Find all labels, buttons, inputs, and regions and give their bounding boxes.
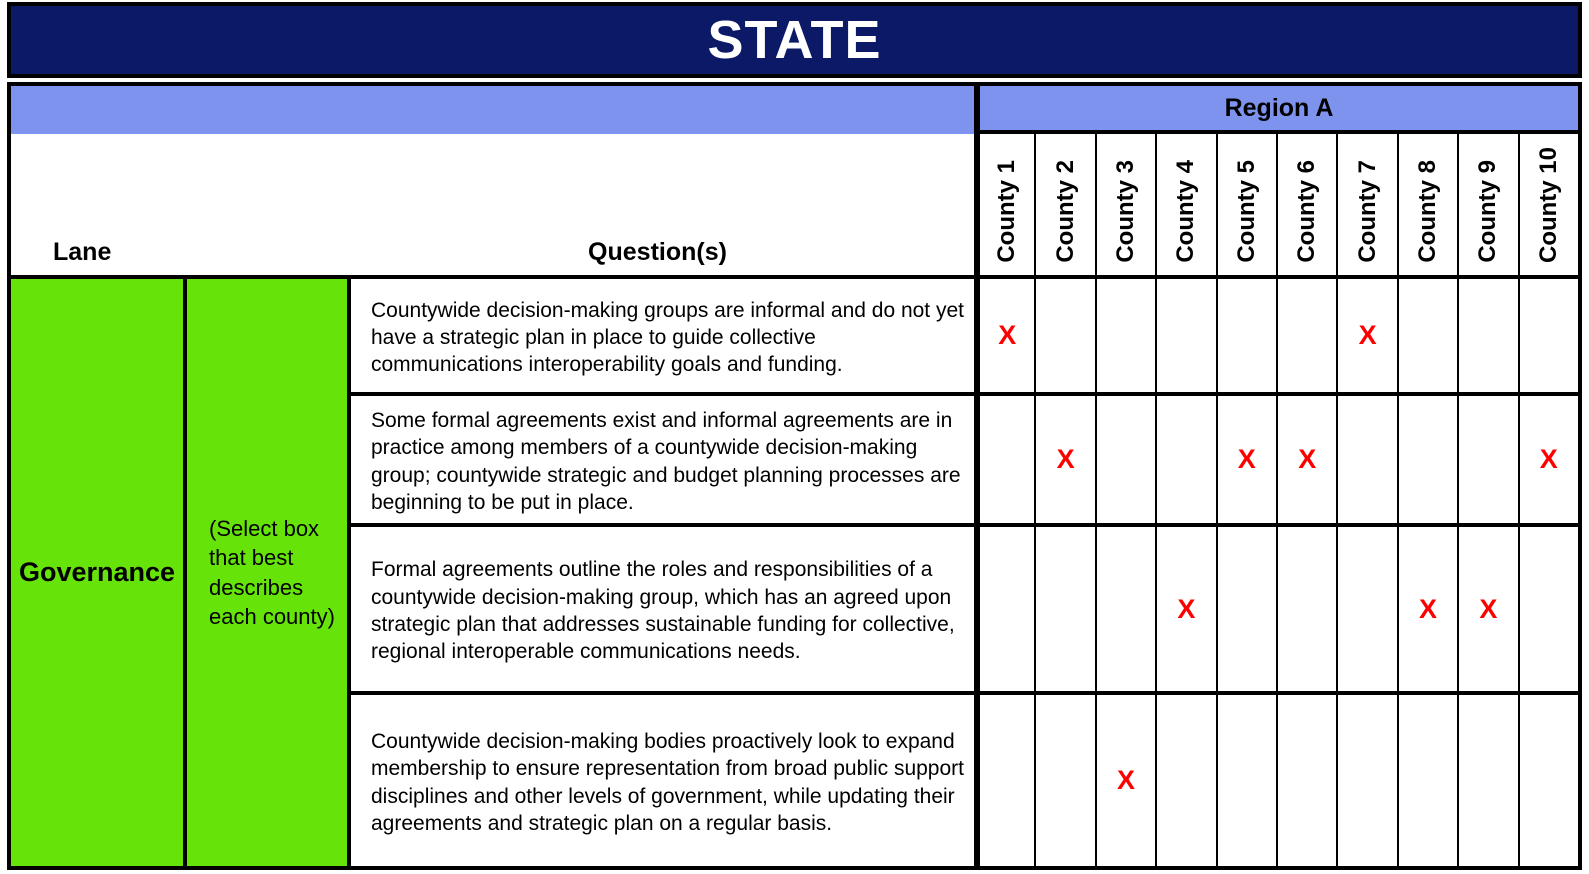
question-cell: [349, 394, 974, 523]
mark-cell[interactable]: [1399, 693, 1457, 866]
county-header: [1459, 134, 1517, 277]
county-header: [1218, 134, 1276, 277]
mark-cell[interactable]: [1036, 525, 1094, 691]
mark-cell[interactable]: [1278, 525, 1336, 691]
county-header: [1399, 134, 1457, 277]
mark-cell[interactable]: [1218, 279, 1276, 392]
mark-cell[interactable]: [1157, 394, 1215, 523]
mark-cell[interactable]: [1278, 693, 1336, 866]
mark-cell[interactable]: X: [1036, 394, 1094, 523]
county-header: [1520, 134, 1578, 277]
mark-cell[interactable]: [1278, 279, 1336, 392]
question-text: Countywide decision-making bodies proactively look to expand membership to ensure representation from broad public support disciplines and other levels of government, while updating their agreements and strategic plan on a regular basis.: [371, 729, 964, 835]
question-text: Some formal agreements exist and informal agreements are in practice among members of a countywide decision-making group; countywide strategic and budget planning processes are beginning to be put in place.: [371, 408, 961, 514]
mark-cell[interactable]: [1036, 279, 1094, 392]
county-header: [1097, 134, 1155, 277]
county-header-label: County 4: [1172, 160, 1200, 263]
mark-cell[interactable]: [1520, 279, 1578, 392]
lane-governance-cell: Governance: [11, 279, 183, 866]
page-title: STATE: [707, 10, 882, 70]
county-header: [1036, 134, 1094, 277]
mark-cell[interactable]: [1399, 279, 1457, 392]
county-header-label: County 10: [1534, 146, 1562, 263]
region-header: Region A: [976, 86, 1578, 132]
mark-cell[interactable]: [976, 394, 1034, 523]
title-bar: [7, 2, 1582, 78]
mark-cell[interactable]: [1157, 693, 1215, 866]
county-header-label: County 3: [1111, 160, 1139, 263]
mark-cell[interactable]: X: [976, 279, 1034, 392]
county-header-label: County 9: [1474, 160, 1502, 263]
mark-cell[interactable]: [976, 693, 1034, 866]
question-cell: [349, 525, 974, 691]
question-text: Formal agreements outline the roles and responsibilities of a countywide decision-making group, which has an agreed upon strategic plan that addresses sustainable funding for collective, regional interoperable communications needs.: [371, 558, 955, 664]
county-header-label: County 2: [1051, 160, 1079, 263]
mark-cell[interactable]: [976, 525, 1034, 691]
mark-cell[interactable]: [1338, 693, 1396, 866]
mark-cell[interactable]: X: [1157, 525, 1215, 691]
mark-cell[interactable]: [1218, 525, 1276, 691]
mark-cell[interactable]: X: [1097, 693, 1155, 866]
assessment-table: [7, 82, 1582, 870]
county-header: [1278, 134, 1336, 277]
county-header-label: County 6: [1293, 160, 1321, 263]
county-header-label: County 1: [993, 160, 1021, 263]
mark-cell[interactable]: [1459, 693, 1517, 866]
mark-cell[interactable]: [1097, 279, 1155, 392]
mark-cell[interactable]: X: [1218, 394, 1276, 523]
lane-instruction-cell: [185, 279, 347, 866]
mark-cell[interactable]: X: [1338, 279, 1396, 392]
question-text: Countywide decision-making groups are informal and do not yet have a strategic plan in place to guide collective communications interoperability goals and funding.: [371, 298, 964, 377]
county-header-label: County 7: [1353, 160, 1381, 263]
lane-instruction-text: (Select box that best describes each county): [209, 516, 335, 629]
county-header: [1157, 134, 1215, 277]
mark-cell[interactable]: [1520, 525, 1578, 691]
mark-cell[interactable]: [1097, 394, 1155, 523]
header-blue-strip: [11, 86, 974, 134]
mark-cell[interactable]: [1459, 279, 1517, 392]
mark-cell[interactable]: [1218, 693, 1276, 866]
mark-cell[interactable]: X: [1399, 525, 1457, 691]
mark-cell[interactable]: [1036, 693, 1094, 866]
mark-cell[interactable]: [1338, 525, 1396, 691]
mark-cell[interactable]: X: [1278, 394, 1336, 523]
mark-cell[interactable]: X: [1459, 525, 1517, 691]
questions-column-header: Question(s): [588, 238, 727, 266]
county-header-label: County 5: [1232, 160, 1260, 263]
lane-column-header: Lane: [53, 238, 112, 266]
question-cell: [349, 279, 974, 392]
mark-cell[interactable]: [1157, 279, 1215, 392]
question-cell: [349, 693, 974, 866]
mark-cell[interactable]: [1338, 394, 1396, 523]
county-header: [976, 134, 1034, 277]
mark-cell[interactable]: [1459, 394, 1517, 523]
county-header: [1338, 134, 1396, 277]
mark-cell[interactable]: [1097, 525, 1155, 691]
header-left-block: [11, 86, 974, 277]
mark-cell[interactable]: X: [1520, 394, 1578, 523]
mark-cell[interactable]: [1520, 693, 1578, 866]
mark-cell[interactable]: [1399, 394, 1457, 523]
county-header-label: County 8: [1413, 160, 1441, 263]
